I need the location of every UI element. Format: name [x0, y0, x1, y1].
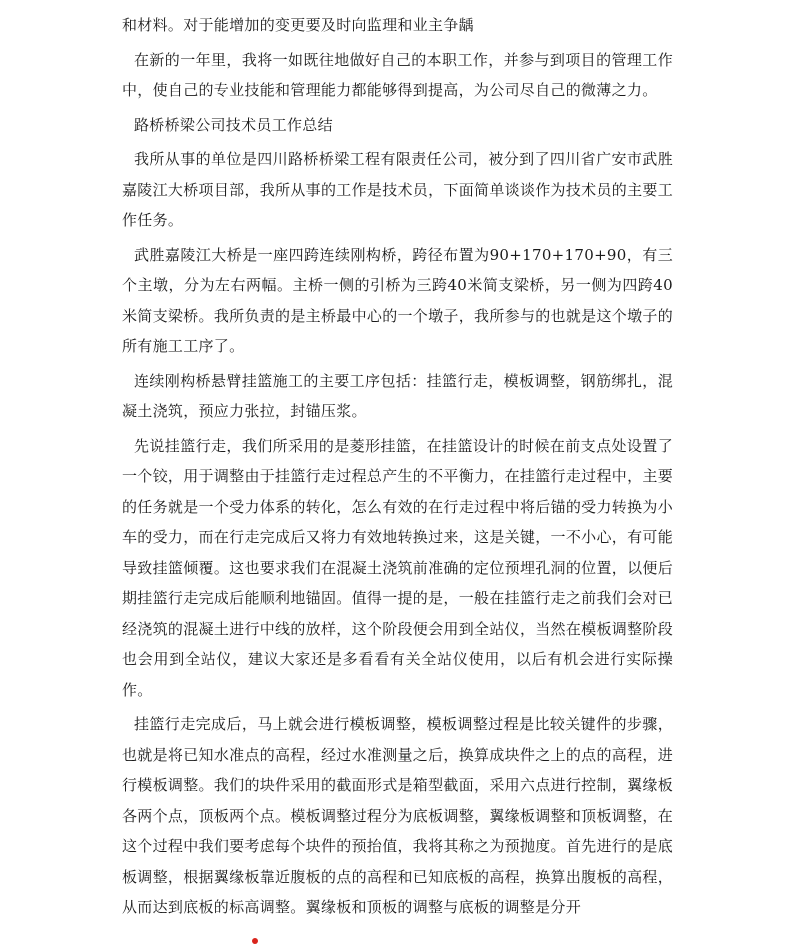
paragraph-hanging-basket: 先说挂篮行走，我们所采用的是菱形挂篮，在挂篮设计的时候在前支点处设置了一个铰，用于调整由于挂篮行走过程总产生的不平衡力，在挂篮行走过程中，主要的任务就是一个受力体系的转化，怎么有效的在行走过程中将后锚的受力转换为小车的受力，而在行走完成后又将力有效地转换过来，这是关键，一不小心，有可能导致挂篮倾覆。这也要求我们在混凝土浇筑前准确的定位预埋孔洞的位置，以便后期挂篮行走完成后能顺利地锚固。值得一提的是，一般在挂篮行走之前我们会对已经浇筑的混凝土进行中线的放样，这个阶段便会用到全站仪，当然在模板调整阶段也会用到全站仪，建议大家还是多看看有关全站仪使用，以后有机会进行实际操作。: [122, 436, 673, 699]
paragraph-new-year: 在新的一年里，我将一如既往地做好自己的本职工作，并参与到项目的管理工作中，使自己的专业技能和管理能力都能够得到提高，为公司尽自己的微薄之力。: [122, 50, 673, 99]
paragraph-formwork-adjustment: 挂篮行走完成后，马上就会进行模板调整，模板调整过程是比较关键件的步骤，也就是将已知水准点的高程，经过水准测量之后，换算成块件之上的点的高程，进行模板调整。我们的块件采用的截面形式是箱型截面，采用六点进行控制，翼缘板各两个点，顶板两个点。模板调整过程分为底板调整，翼缘板调整和顶板调整，在这个过程中我们要考虑每个块件的预抬值，我将其称之为预抛度。首先进行的是底板调整，根据翼缘板靠近腹板的点的高程和已知底板的高程，换算出腹板的高程，从而达到底板的标高调整。翼缘板和顶板的调整与底板的调整是分开: [122, 715, 673, 916]
red-mark-dot: [252, 938, 258, 944]
section-title: 路桥桥梁公司技术员工作总结: [134, 115, 333, 134]
paragraph-continuation: 和材料。对于能增加的变更要及时向监理和业主争龋: [122, 16, 474, 34]
paragraph-bridge-overview: 武胜嘉陵江大桥是一座四跨连续刚构桥，跨径布置为90+170+170+90，有三个主墩，分为左右两幅。主桥一侧的引桥为三跨40米简支梁桥，另一侧为四跨40米简支梁桥。我所负责的是主桥最中心的一个墩子，我所参与的也就是这个墩子的所有施工工序了。: [122, 245, 673, 355]
paragraph-employer: 我所从事的单位是四川路桥桥梁工程有限责任公司，被分到了四川省广安市武胜嘉陵江大桥项目部，我所从事的工作是技术员，下面简单谈谈作为技术员的主要工作任务。: [122, 150, 673, 229]
paragraph-main-procedures: 连续刚构桥悬臂挂篮施工的主要工序包括：挂篮行走，模板调整，钢筋绑扎，混凝土浇筑，预应力张拉，封锚压浆。: [122, 371, 673, 420]
